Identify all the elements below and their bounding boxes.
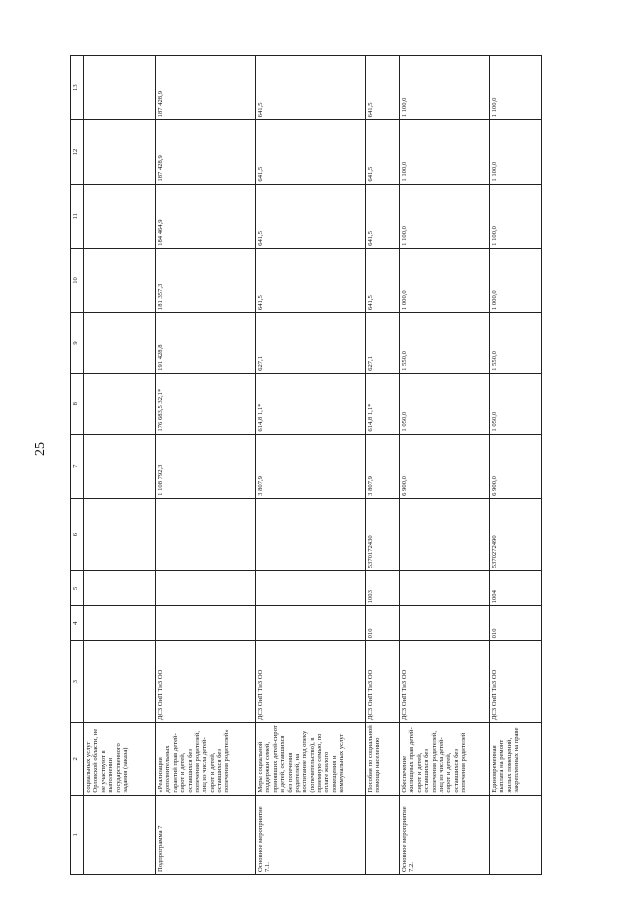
cell-year-6: 1 100,0 <box>400 56 490 120</box>
cell-csr <box>84 498 156 570</box>
cell-program: Основное мероприятие 7.2. <box>400 795 490 874</box>
header-row <box>71 56 84 875</box>
cell-year-4: 1 100,0 <box>400 184 490 248</box>
cell-year-6: 641,5 <box>256 56 366 120</box>
cell-year-3: 641,5 <box>366 248 400 312</box>
col-header-9: 9 <box>71 313 84 374</box>
col-header-2: 2 <box>71 723 84 795</box>
cell-year-1: 176 683,5 32,1* <box>156 373 256 434</box>
cell-grbs <box>84 606 156 641</box>
table-row <box>490 56 542 875</box>
cell-year-6: 641,5 <box>366 56 400 120</box>
cell-rzpr: 1004 <box>490 571 542 606</box>
cell-total <box>84 434 156 498</box>
page-number: 25 <box>33 442 48 456</box>
cell-year-1: 614,8 1,1* <box>366 373 400 434</box>
cell-year-2 <box>84 313 156 374</box>
col-header-11: 11 <box>71 184 84 248</box>
cell-executor <box>84 641 156 723</box>
cell-year-5: 641,5 <box>366 120 400 184</box>
col-header-13: 13 <box>71 56 84 120</box>
cell-year-1 <box>84 373 156 434</box>
table-row <box>84 56 156 875</box>
cell-year-3: 181 357,3 <box>156 248 256 312</box>
col-header-4: 4 <box>71 606 84 641</box>
cell-year-5: 187 428,9 <box>156 120 256 184</box>
cell-executor: ДСЗ ОиП ТиЗ ОО <box>400 641 490 723</box>
cell-csr: 5370172430 <box>366 498 400 570</box>
cell-program <box>490 795 542 874</box>
cell-executor: ДСЗ ОиП ТиЗ ОО <box>366 641 400 723</box>
cell-grbs <box>256 606 366 641</box>
table-row <box>156 56 256 875</box>
cell-program <box>366 795 400 874</box>
cell-year-5: 1 100,0 <box>400 120 490 184</box>
cell-csr: 5370272490 <box>490 498 542 570</box>
cell-total: 3 807,9 <box>366 434 400 498</box>
table-row <box>400 56 490 875</box>
cell-year-3 <box>84 248 156 312</box>
cell-rzpr <box>156 571 256 606</box>
table-row <box>366 56 400 875</box>
cell-executor: ДСЗ ОиП ТиЗ ОО <box>490 641 542 723</box>
cell-year-6 <box>84 56 156 120</box>
rotated-table-area <box>70 84 640 875</box>
cell-year-2: 627,1 <box>256 313 366 374</box>
cell-year-3: 641,5 <box>256 248 366 312</box>
cell-grbs <box>156 606 256 641</box>
cell-year-4 <box>84 184 156 248</box>
cell-year-2: 1 550,0 <box>490 313 542 374</box>
cell-program <box>84 795 156 874</box>
cell-executor: ДСЗ ОиП ТиЗ ОО <box>156 641 256 723</box>
cell-year-2: 1 550,0 <box>400 313 490 374</box>
cell-grbs <box>400 606 490 641</box>
cell-year-4: 641,5 <box>256 184 366 248</box>
cell-title: Обеспечение жилищных прав детей-сирот и детей, оставшихся без попечения родителей, лиц из числа детей-сирот и детей, оставшихся без попечения родителей <box>400 723 490 795</box>
col-header-3: 3 <box>71 641 84 723</box>
col-header-5: 5 <box>71 571 84 606</box>
cell-total: 6 900,0 <box>400 434 490 498</box>
cell-year-4: 184 464,9 <box>156 184 256 248</box>
cell-year-6: 1 100,0 <box>490 56 542 120</box>
cell-year-1: 1 050,0 <box>400 373 490 434</box>
col-header-12: 12 <box>71 120 84 184</box>
col-header-7: 7 <box>71 434 84 498</box>
cell-year-3: 1 000,0 <box>490 248 542 312</box>
cell-rzpr <box>84 571 156 606</box>
cell-rzpr <box>256 571 366 606</box>
cell-csr <box>256 498 366 570</box>
cell-year-3: 1 000,0 <box>400 248 490 312</box>
col-header-6: 6 <box>71 498 84 570</box>
cell-executor: ДСЗ ОиП ТиЗ ОО <box>256 641 366 723</box>
cell-total: 3 807,9 <box>256 434 366 498</box>
cell-year-4: 641,5 <box>366 184 400 248</box>
cell-year-1: 1 050,0 <box>490 373 542 434</box>
cell-total: 6 900,0 <box>490 434 542 498</box>
cell-title: Единовременная выплата на ремонт жилых помещений, закрепленных на праве <box>490 723 542 795</box>
cell-program: Подпрограмма 7 <box>156 795 256 874</box>
cell-grbs: 010 <box>366 606 400 641</box>
cell-year-5: 1 100,0 <box>490 120 542 184</box>
cell-rzpr <box>400 571 490 606</box>
cell-year-2: 191 428,8 <box>156 313 256 374</box>
cell-year-4: 1 100,0 <box>490 184 542 248</box>
col-header-10: 10 <box>71 248 84 312</box>
cell-program: Основное мероприятие 7.1. <box>256 795 366 874</box>
cell-total: 1 108 792,3 <box>156 434 256 498</box>
cell-title: Пособия по социальной помощи населению <box>366 723 400 795</box>
cell-year-5: 641,5 <box>256 120 366 184</box>
cell-title: «Реализация дополнительных гарантий прав детей-сирот и детей, оставшихся без попечения родителей, лиц из числа детей-сирот и детей, оставшихся без попечения родителей» <box>156 723 256 795</box>
cell-year-5 <box>84 120 156 184</box>
cell-title: Меры социальной поддержки семей, принявших детей-сирот и детей, оставшихся без попечения родителей, на воспитание под опеку (попечительство), в приемную семью, по оплате жилого помещения и коммунальных услуг <box>256 723 366 795</box>
cell-rzpr: 1003 <box>366 571 400 606</box>
cell-title: социальных услуг Орловской области, не не участвуют в выполнении государственного задания (заказа) <box>84 723 156 795</box>
cell-year-1: 614,8 1,1* <box>256 373 366 434</box>
col-header-8: 8 <box>71 373 84 434</box>
budget-table <box>70 55 542 875</box>
cell-grbs: 010 <box>490 606 542 641</box>
cell-csr <box>400 498 490 570</box>
cell-year-2: 627,1 <box>366 313 400 374</box>
col-header-1: 1 <box>71 795 84 874</box>
table-row <box>256 56 366 875</box>
cell-year-6: 187 428,9 <box>156 56 256 120</box>
cell-csr <box>156 498 256 570</box>
